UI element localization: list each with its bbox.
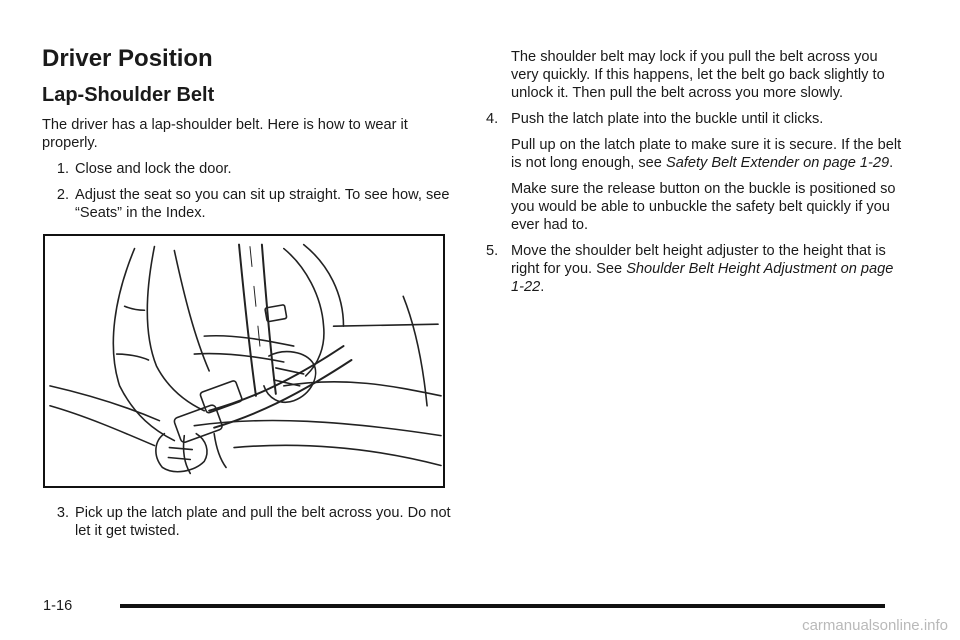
seatbelt-illustration: [43, 234, 445, 488]
list-item: [486, 110, 906, 128]
step-number: 1.: [56, 161, 69, 177]
paragraph-text: Pull up on the latch plate to make sure it is secure. If the belt is not long enough, see: [511, 137, 902, 171]
paragraph-text: .: [889, 155, 894, 171]
secure-latch-paragraph: [486, 136, 906, 172]
step-number: 5.: [486, 243, 499, 259]
release-button-paragraph: Make sure the release button on the buckle is positioned so you would be able to unbuckle the safety belt quickly if you ever had to.: [511, 181, 896, 233]
step-text: Push the latch plate into the buckle until it clicks.: [511, 111, 824, 127]
step-number: 2.: [56, 187, 69, 203]
list-item: [42, 186, 452, 222]
list-item: [486, 242, 906, 296]
list-item: [42, 504, 452, 540]
step-number: 3.: [56, 505, 69, 521]
section-title: Lap-Shoulder Belt: [42, 84, 215, 106]
right-column: [486, 48, 906, 304]
step-text-part: .: [540, 279, 545, 295]
step-number: 4.: [486, 111, 499, 127]
watermark: carmanualsonline.info: [802, 617, 948, 634]
step-text: Pick up the latch plate and pull the belt across you. Do not let it get twisted.: [75, 505, 451, 539]
footer-rule: [120, 604, 885, 608]
step-text: Close and lock the door.: [75, 161, 232, 177]
step-three: [42, 504, 452, 548]
cross-reference-link[interactable]: Shoulder Belt Height Adjustment on page 1-22: [511, 261, 894, 295]
step-text: [511, 242, 906, 296]
page-title: Driver Position: [42, 45, 213, 72]
left-column: [42, 44, 452, 230]
intro-paragraph: The driver has a lap-shoulder belt. Here is how to wear it properly.: [42, 117, 408, 151]
step-text: Adjust the seat so you can sit up straight. To see how, see “Seats” in the Index.: [75, 187, 450, 221]
page-number: 1-16: [43, 598, 73, 614]
cross-reference-link[interactable]: Safety Belt Extender on page 1-29: [665, 155, 890, 171]
list-item: [42, 160, 452, 178]
continuation-paragraph: The shoulder belt may lock if you pull the belt across you very quickly. If this happens, let the belt go back slightly to unlock it. Then pull the belt across you more slowly.: [511, 49, 885, 101]
step-text-part: Move the shoulder belt height adjuster to the height that is right for you. See: [511, 243, 886, 277]
